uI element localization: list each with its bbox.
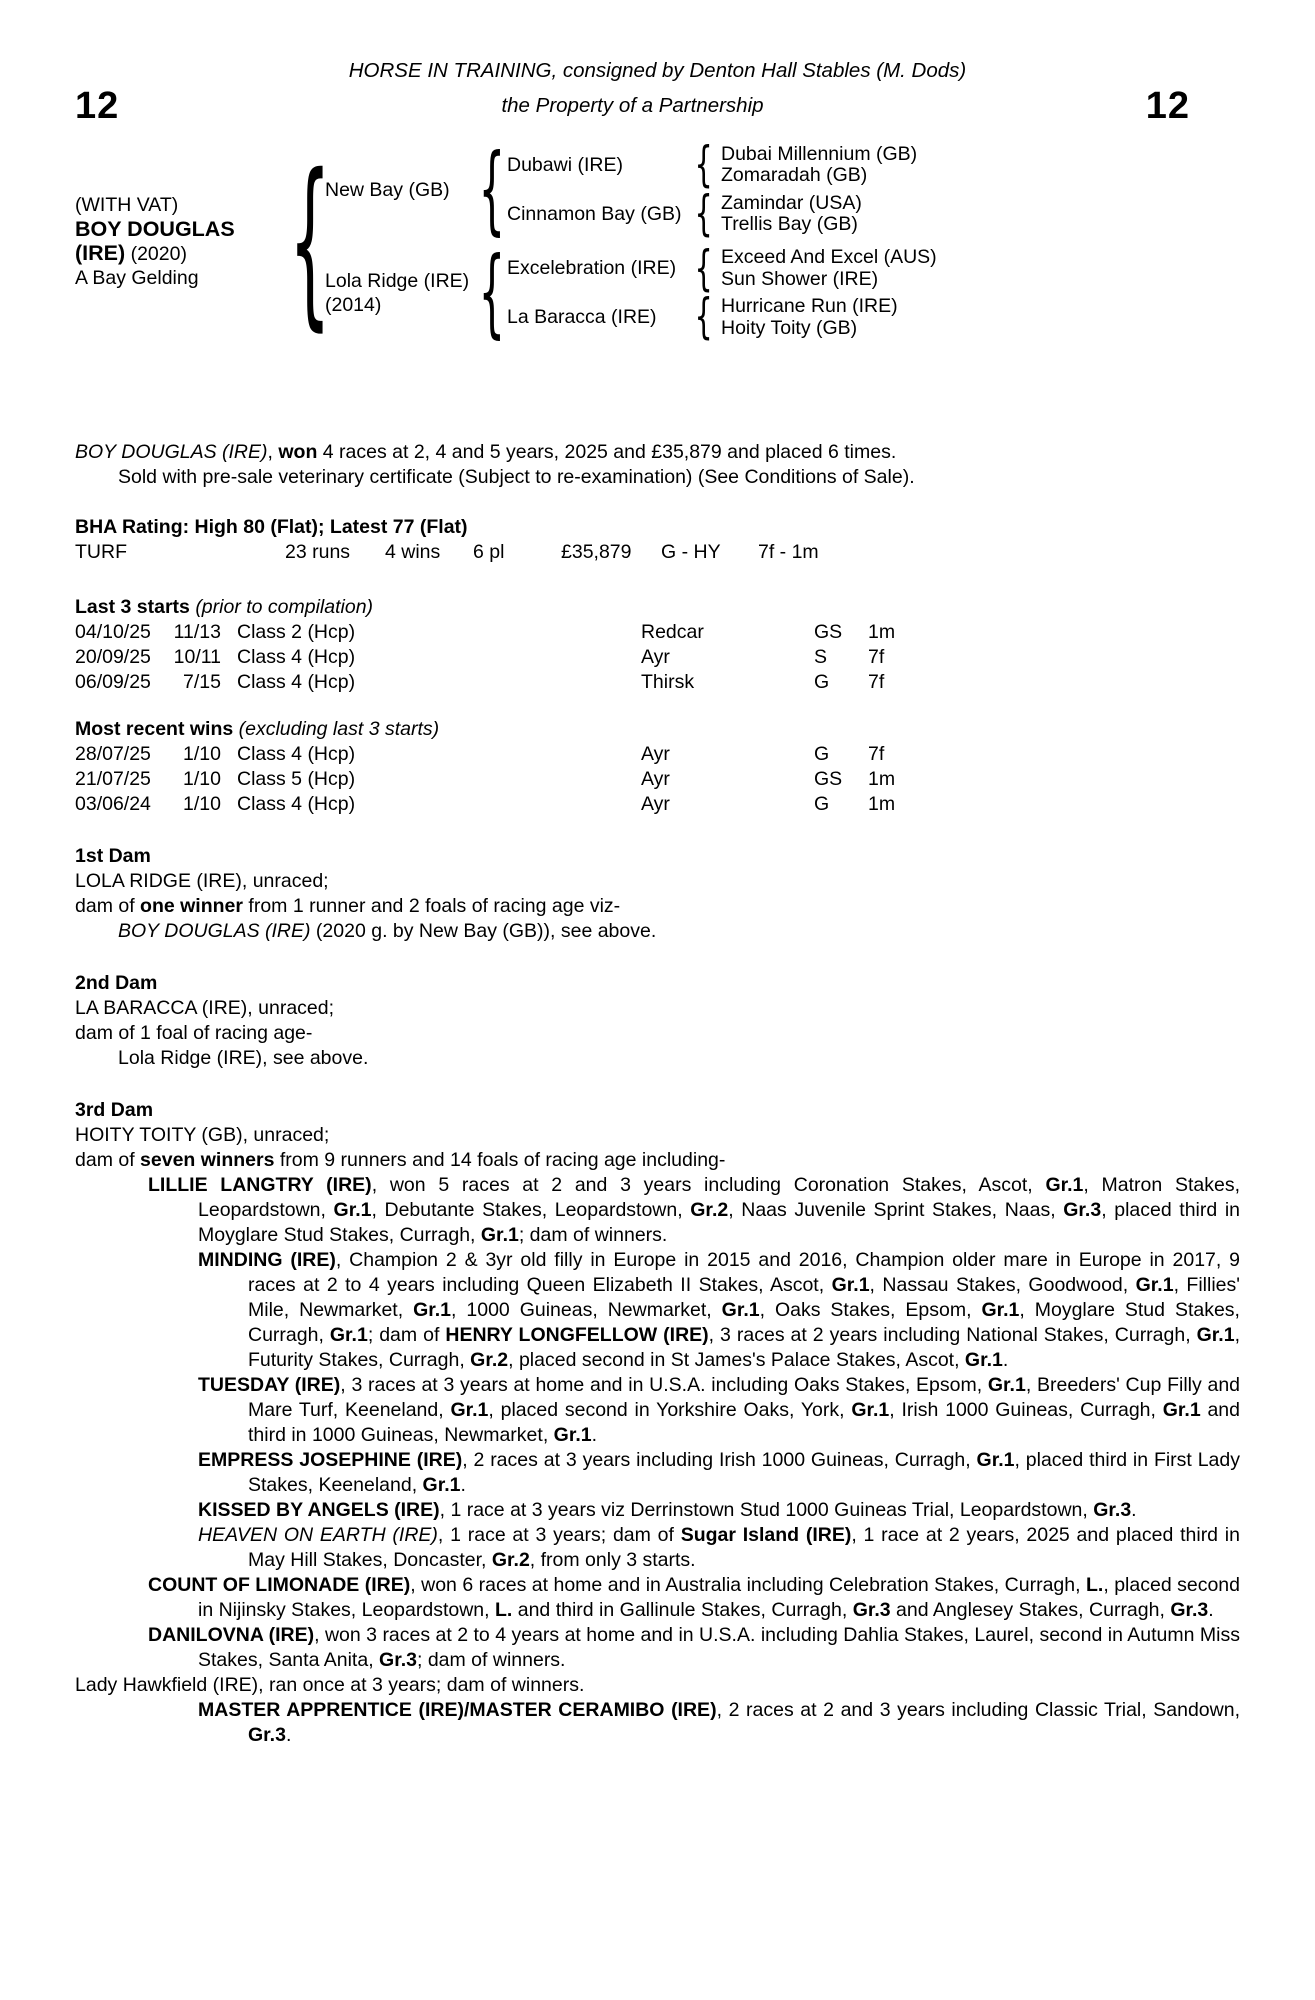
- table-row: [75, 742, 1240, 767]
- dam-dam-brace-icon: [687, 294, 721, 341]
- horse-name: BOY DOUGLAS: [75, 217, 235, 242]
- dam-produce-intro: dam of 1 foal of racing age-: [75, 1022, 313, 1045]
- produce-paragraph: MASTER APPRENTICE (IRE)/MASTER CERAMIBO (IRE), 2 races at 2 and 3 years including Classic Trial, Sandown, Gr.3.: [198, 1699, 1240, 1747]
- dam-sire-row: [507, 246, 1240, 293]
- produce-paragraph: Lady Hawkfield (IRE), ran once at 3 years; dam of winners.: [75, 1674, 585, 1697]
- race-going: G: [814, 793, 830, 816]
- race-distance: 1m: [868, 621, 896, 644]
- race-distance: 7f: [868, 646, 885, 669]
- dam-sire-name: Excelebration (IRE): [507, 257, 677, 280]
- third-dam-section: [75, 1098, 1240, 1748]
- sire-ancestors: [507, 141, 1240, 239]
- sire-brace-icon: [477, 145, 507, 235]
- produce-paragraph: KISSED BY ANGELS (IRE), 1 race at 3 years viz Derrinstown Stud 1000 Guineas Trial, Leopardstown, Gr.3.: [198, 1499, 1137, 1522]
- consignment-line: HORSE IN TRAINING, consigned by Denton Hall Stables (M. Dods): [348, 59, 967, 82]
- race-date: 06/09/25: [75, 671, 151, 694]
- sire-sire-parents: [721, 144, 1240, 187]
- dam-record-line: LA BARACCA (IRE), unraced;: [75, 997, 335, 1020]
- race-distance: 7f: [868, 743, 885, 766]
- section-subtitle: (prior to compilation): [195, 596, 374, 619]
- table-row: [75, 620, 1240, 645]
- race-class: Class 2 (Hcp): [237, 621, 356, 644]
- going-range: G - HY: [661, 541, 721, 564]
- race-course: Ayr: [641, 793, 670, 816]
- race-position: 7/15: [183, 671, 221, 694]
- table-row: [75, 792, 1240, 817]
- table-row: [75, 670, 1240, 695]
- produce-paragraph: EMPRESS JOSEPHINE (IRE), 2 races at 3 years including Irish 1000 Guineas, Curragh, Gr.1, placed third in First Lady Stakes, Keeneland, Gr.1.: [198, 1449, 1240, 1497]
- race-class: Class 4 (Hcp): [237, 743, 356, 766]
- ancestor-name: Hurricane Run (IRE): [721, 295, 898, 318]
- pedigree-table: [75, 138, 1240, 345]
- race-class: Class 5 (Hcp): [237, 768, 356, 791]
- produce-paragraph: HEAVEN ON EARTH (IRE), 1 race at 3 years; dam of Sugar Island (IRE), 1 race at 2 years, 2025 and placed third in May Hill Stakes, Doncaster, Gr.2, from only 3 starts.: [198, 1524, 1240, 1572]
- race-position: 1/10: [183, 743, 221, 766]
- dam-year: (2014): [325, 294, 382, 317]
- ancestor-name: Dubai Millennium (GB): [721, 142, 918, 165]
- dam-name-block: [325, 269, 477, 317]
- race-date: 28/07/25: [75, 743, 151, 766]
- horse-description: A Bay Gelding: [75, 267, 199, 290]
- sire-sire-name: Dubawi (IRE): [507, 153, 623, 176]
- surface-label: TURF: [75, 541, 127, 564]
- second-dam-section: [75, 971, 1240, 1071]
- dam-brace-icon: [477, 248, 507, 338]
- pedigree-tree: [325, 138, 1240, 345]
- horse-year: (2020): [130, 243, 187, 266]
- race-distance: 7f: [868, 671, 885, 694]
- table-row: [75, 767, 1240, 792]
- race-position: 10/11: [173, 646, 221, 669]
- dam-record-line: LOLA RIDGE (IRE), unraced;: [75, 870, 329, 893]
- produce-paragraph: MINDING (IRE), Champion 2 & 3yr old filly in Europe in 2015 and 2016, Champion older mare in Europe in 2017, 9 races at 2 to 4 years including Queen Elizabeth II Stakes, Ascot, Gr.1, Nassau Stakes, Goodwood, Gr.1, Fillies' Mile, Newmarket, Gr.1, 1000 Guineas, Newmarket, Gr.1, Oaks Stakes, Epsom, Gr.1, Moyglare Stud Stakes, Curragh, Gr.1; dam of HENRY LONGFELLOW (IRE), 3 races at 2 years including National Stakes, Curragh, Gr.1, Futurity Stakes, Curragh, Gr.2, placed second in St James's Palace Stakes, Ascot, Gr.1.: [198, 1249, 1241, 1372]
- sold-note: Sold with pre-sale veterinary certificate (Subject to re-examination) (See Conditions of Sale).: [118, 466, 915, 489]
- sire-dam-name: Cinnamon Bay (GB): [507, 202, 682, 225]
- sire-name: New Bay (GB): [325, 178, 450, 201]
- lot-number-left: 12: [75, 85, 120, 127]
- race-position: 1/10: [183, 768, 221, 791]
- race-position: 1/10: [183, 793, 221, 816]
- race-date: 03/06/24: [75, 793, 151, 816]
- dam-sire-parents: [721, 247, 1240, 290]
- ancestor-name: Zomaradah (GB): [721, 164, 868, 187]
- race-record-summary: [75, 440, 1240, 490]
- property-line: the Property of a Partnership: [501, 94, 764, 117]
- dam-name: Lola Ridge (IRE): [325, 270, 470, 293]
- race-class: Class 4 (Hcp): [237, 793, 356, 816]
- produce-paragraph: LILLIE LANGTRY (IRE), won 5 races at 2 and 3 years including Coronation Stakes, Ascot, Gr.1, Matron Stakes, Leopardstown, Gr.1, Debutante Stakes, Leopardstown, Gr.2, Naas Juvenile Sprint Stakes, Naas, Gr.3, placed third in Moyglare Stud Stakes, Curragh, Gr.1; dam of winners.: [148, 1174, 1241, 1247]
- recent-wins-heading: [75, 717, 1240, 742]
- ancestor-name: Trellis Bay (GB): [721, 213, 858, 236]
- dam-ancestors: [507, 245, 1240, 343]
- produce-paragraph: COUNT OF LIMONADE (IRE), won 6 races at home and in Australia including Celebration Stakes, Curragh, L., placed second in Nijinsky Stakes, Leopardstown, L. and third in Gallinule Stakes, Curragh, Gr.3 and Anglesey Stakes, Curragh, Gr.3.: [148, 1574, 1240, 1622]
- race-distance: 1m: [868, 768, 896, 791]
- horse-identity: [75, 193, 295, 290]
- dam-dam-row: [507, 294, 1240, 341]
- section-title: Most recent wins: [75, 718, 234, 741]
- race-course: Ayr: [641, 646, 670, 669]
- race-date: 20/09/25: [75, 646, 151, 669]
- vat-note: (WITH VAT): [75, 194, 179, 217]
- race-going: S: [814, 646, 828, 669]
- earnings-value: £35,879: [561, 541, 632, 564]
- runs-count: 23 runs: [285, 541, 351, 564]
- table-row: [75, 645, 1240, 670]
- lot-row: [75, 86, 1240, 126]
- places-count: 6 pl: [473, 541, 505, 564]
- ancestor-name: Zamindar (USA): [721, 191, 862, 214]
- dam-produce-intro: dam of seven winners from 9 runners and 14 foals of racing age including-: [75, 1149, 726, 1172]
- dam-dam-parents: [721, 296, 1240, 339]
- career-stats-row: [75, 540, 1240, 565]
- race-course: Redcar: [641, 621, 704, 644]
- bha-rating: BHA Rating: High 80 (Flat); Latest 77 (Flat): [75, 516, 468, 539]
- sire-branch: [325, 141, 1240, 239]
- race-going: GS: [814, 621, 843, 644]
- race-going: G: [814, 743, 830, 766]
- race-course: Ayr: [641, 768, 670, 791]
- race-class: Class 4 (Hcp): [237, 671, 356, 694]
- sire-sire-row: [507, 142, 1240, 189]
- sire-dam-parents: [721, 193, 1240, 236]
- produce-paragraph: DANILOVNA (IRE), won 3 races at 2 to 4 years at home and in U.S.A. including Dahlia Stakes, Laurel, second in Autumn Miss Stakes, Santa Anita, Gr.3; dam of winners.: [148, 1624, 1240, 1672]
- race-going: GS: [814, 768, 843, 791]
- section-heading: 3rd Dam: [75, 1099, 154, 1122]
- ancestor-name: Exceed And Excel (AUS): [721, 246, 937, 269]
- recent-wins-section: [75, 717, 1240, 817]
- race-distance: 1m: [868, 793, 896, 816]
- horse-suffix: (IRE): [75, 241, 126, 266]
- last-3-starts-section: [75, 595, 1240, 695]
- section-heading: 1st Dam: [75, 845, 151, 868]
- race-date: 04/10/25: [75, 621, 151, 644]
- dam-dam-name: La Baracca (IRE): [507, 306, 657, 329]
- race-position: 11/13: [173, 621, 221, 644]
- race-class: Class 4 (Hcp): [237, 646, 356, 669]
- section-heading: 2nd Dam: [75, 972, 158, 995]
- first-dam-section: [75, 844, 1240, 944]
- wins-count: 4 wins: [385, 541, 441, 564]
- pedigree-main-brace-icon: [295, 160, 325, 324]
- dam-produce-line: Lola Ridge (IRE), see above.: [118, 1047, 369, 1070]
- dam-produce-line: BOY DOUGLAS (IRE) (2020 g. by New Bay (GB)), see above.: [118, 920, 657, 943]
- ancestor-name: Hoity Toity (GB): [721, 316, 858, 339]
- race-course: Thirsk: [641, 671, 695, 694]
- horse-suffix-year: [75, 241, 295, 266]
- section-title: Last 3 starts: [75, 596, 190, 619]
- race-date: 21/07/25: [75, 768, 151, 791]
- last-3-starts-heading: [75, 595, 1240, 620]
- sire-dam-row: [507, 191, 1240, 238]
- rating-block: [75, 515, 1240, 565]
- race-record-line: BOY DOUGLAS (IRE), won 4 races at 2, 4 and 5 years, 2025 and £35,879 and placed 6 times.: [75, 441, 897, 464]
- race-going: G: [814, 671, 830, 694]
- ancestor-name: Sun Shower (IRE): [721, 267, 879, 290]
- sire-dam-brace-icon: [687, 191, 721, 238]
- section-subtitle: (excluding last 3 starts): [238, 718, 440, 741]
- dam-sire-brace-icon: [687, 246, 721, 293]
- dam-record-line: HOITY TOITY (GB), unraced;: [75, 1124, 330, 1147]
- distance-range: 7f - 1m: [758, 541, 819, 564]
- lot-number-right: 12: [1145, 85, 1190, 127]
- produce-paragraph: TUESDAY (IRE), 3 races at 3 years at home and in U.S.A. including Oaks Stakes, Epsom, Gr.1, Breeders' Cup Filly and Mare Turf, Keeneland, Gr.1, placed second in Yorkshire Oaks, York, Gr.1, Irish 1000 Guineas, Curragh, Gr.1 and third in 1000 Guineas, Newmarket, Gr.1.: [198, 1374, 1241, 1447]
- dam-branch: [325, 245, 1240, 343]
- dam-produce-intro: dam of one winner from 1 runner and 2 foals of racing age viz-: [75, 895, 621, 918]
- sire-sire-brace-icon: [687, 142, 721, 189]
- race-course: Ayr: [641, 743, 670, 766]
